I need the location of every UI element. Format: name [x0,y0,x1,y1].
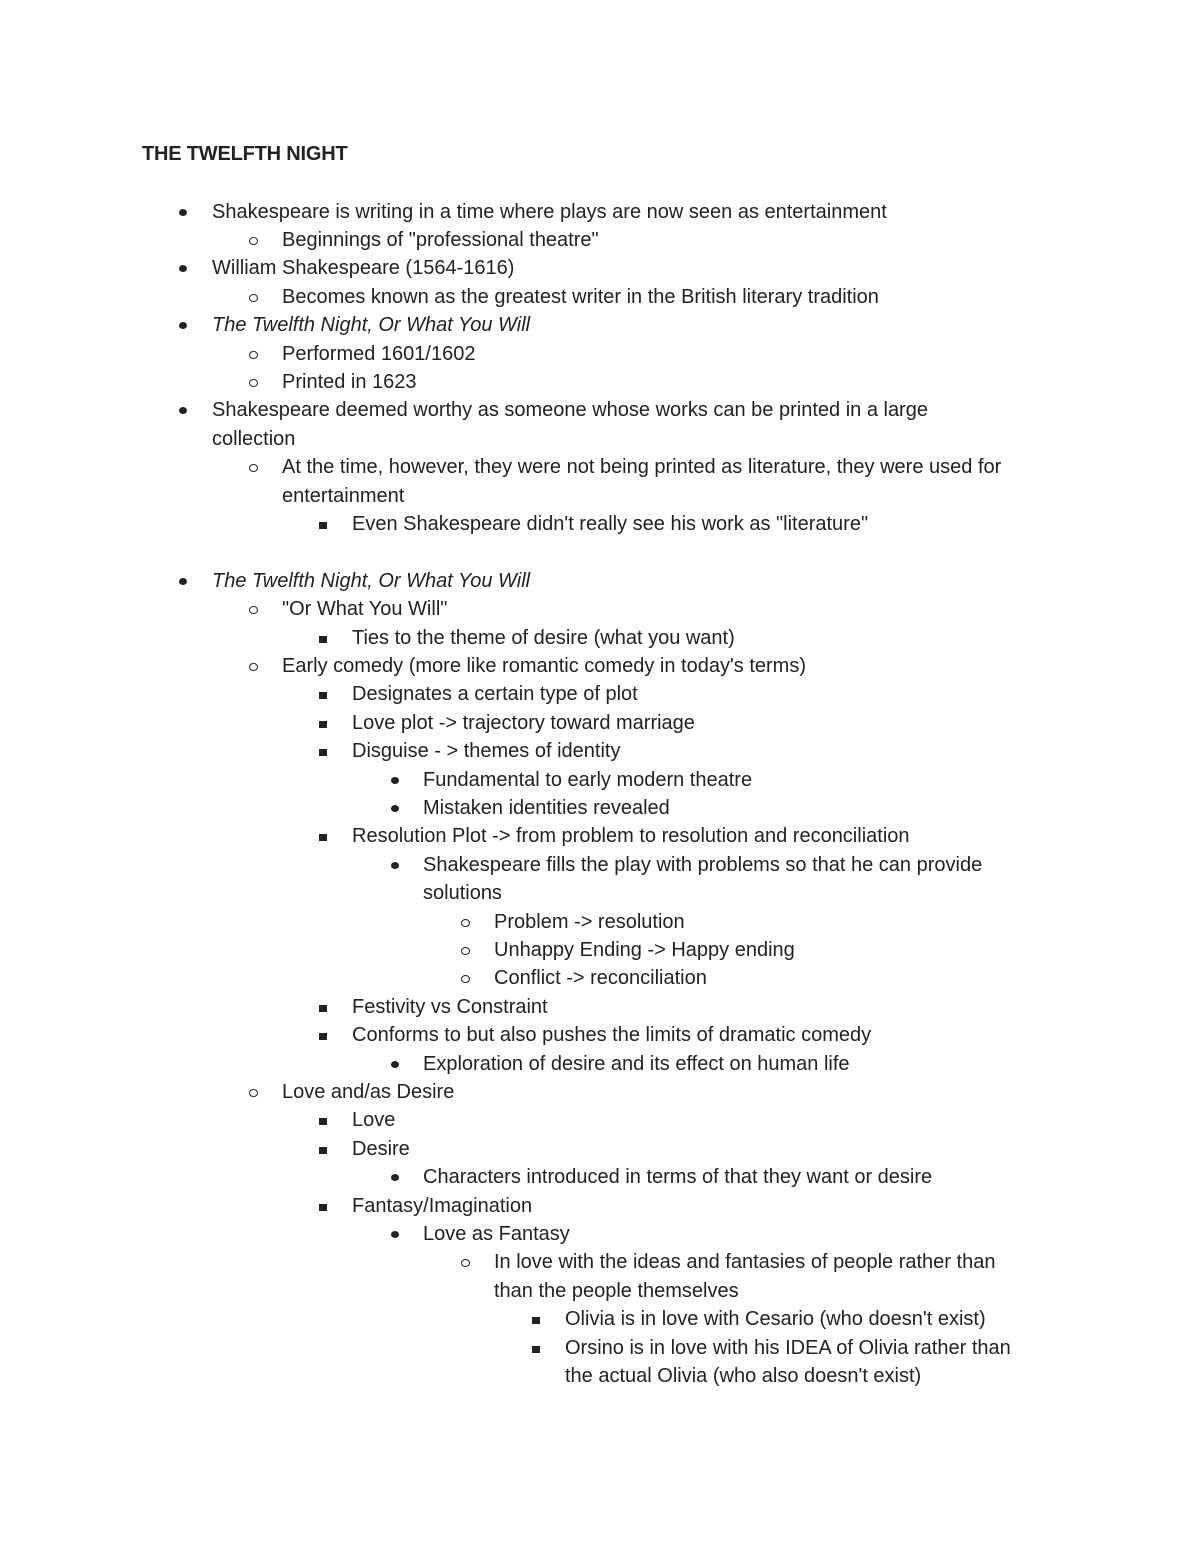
outline-item [0,340,1200,368]
square-bullet-icon [315,737,335,765]
outline-item [0,964,1200,992]
outline-item-text: Love plot -> trajectory toward marriage [352,711,695,734]
square-bullet-icon [315,1192,335,1220]
circle-bullet-icon [245,652,265,680]
outline-item [0,254,1200,282]
outline-item-text: Fantasy/Imagination [352,1194,533,1217]
square-bullet-icon [315,1021,335,1049]
outline-item [0,567,1200,595]
outline-item [0,1192,1200,1220]
circle-bullet-icon [457,908,477,936]
outline-item-text: Problem -> resolution [494,910,685,933]
outline-item-text: Orsino is in love with his IDEA of Olivia rather than [565,1336,1011,1359]
outline-item [0,680,1200,708]
outline-item [0,794,1200,822]
outline-item-text: Desire [352,1137,410,1160]
circle-bullet-icon [245,226,265,254]
outline-item-text: Shakespeare fills the play with problems so that he can provide [423,853,983,876]
outline-item [0,1078,1200,1106]
outline-item [0,822,1200,850]
document-title: THE TWELFTH NIGHT [142,143,348,165]
outline-item-text: Printed in 1623 [282,370,417,393]
outline-item-text: The Twelfth Night, Or What You Will [212,314,531,337]
outline-item-text: Performed 1601/1602 [282,342,476,365]
outline-item-text: Ties to the theme of desire (what you want) [352,626,735,649]
circle-bullet-icon [245,340,265,368]
outline-item [0,652,1200,680]
square-bullet-icon [315,993,335,1021]
outline-item [0,1248,1200,1276]
outline-item-text: Love as Fantasy [423,1222,570,1245]
outline-item-text: Shakespeare deemed worthy as someone whose works can be printed in a large [212,399,928,422]
outline-item [0,1163,1200,1191]
outline-item-text: entertainment [282,484,405,507]
circle-bullet-icon [245,1078,265,1106]
square-bullet-icon [315,1135,335,1163]
circle-bullet-icon [457,964,477,992]
outline-item [0,453,1200,481]
outline-item [0,311,1200,339]
outline-item-text: William Shakespeare (1564-1616) [212,257,515,280]
outline-item [0,283,1200,311]
disc-bullet-icon [386,1163,406,1191]
outline-item-text: Becomes known as the greatest writer in the British literary tradition [282,285,879,308]
outline-item-text: Characters introduced in terms of that they want or desire [423,1166,933,1189]
outline-item-text: collection [212,427,296,450]
outline-item-text: The Twelfth Night, Or What You Will [212,569,531,592]
outline-item-text: the actual Olivia (who also doesn't exist) [565,1364,922,1387]
outline-item-text: Beginnings of "professional theatre" [282,228,599,251]
outline-item-text: Festivity vs Constraint [352,995,548,1018]
outline-item-text: Love and/as Desire [282,1080,455,1103]
outline-item-text: Shakespeare is writing in a time where plays are now seen as entertainment [212,200,887,223]
disc-bullet-icon [386,794,406,822]
outline-item-text: than the people themselves [494,1279,739,1302]
outline-item [0,1362,1200,1390]
outline-item [0,1106,1200,1134]
square-bullet-icon [528,1334,548,1362]
square-bullet-icon [315,709,335,737]
outline-item-text: solutions [423,882,502,905]
square-bullet-icon [315,510,335,538]
disc-bullet-icon [386,1050,406,1078]
outline-item [0,198,1200,226]
outline-item-text: Unhappy Ending -> Happy ending [494,938,795,961]
outline-item-text: Love [352,1109,396,1132]
disc-bullet-icon [174,198,194,226]
outline-item [0,1135,1200,1163]
outline-item [0,482,1200,510]
square-bullet-icon [315,822,335,850]
outline-item-text: Early comedy (more like romantic comedy in today's terms) [282,654,806,677]
outline-item [0,595,1200,623]
outline-item [0,510,1200,538]
outline-item-text: Disguise - > themes of identity [352,740,621,763]
outline-item [0,737,1200,765]
disc-bullet-icon [174,254,194,282]
circle-bullet-icon [245,453,265,481]
disc-bullet-icon [174,567,194,595]
outline-item [0,368,1200,396]
outline-item-text: Exploration of desire and its effect on human life [423,1052,850,1075]
outline-item [0,851,1200,879]
disc-bullet-icon [174,396,194,424]
outline-item [0,936,1200,964]
outline-item [0,396,1200,424]
outline-item-text: Fundamental to early modern theatre [423,768,753,791]
outline-item [0,226,1200,254]
circle-bullet-icon [245,283,265,311]
outline-item-text: Designates a certain type of plot [352,683,638,706]
outline-item [0,709,1200,737]
outline-item [0,1021,1200,1049]
square-bullet-icon [315,1106,335,1134]
circle-bullet-icon [245,595,265,623]
circle-bullet-icon [457,936,477,964]
outline-item-text: Conflict -> reconciliation [494,967,707,990]
outline-item [0,879,1200,907]
outline-item-text: "Or What You Will" [282,598,448,621]
outline-item [0,1220,1200,1248]
outline-item [0,425,1200,453]
outline-item [0,624,1200,652]
circle-bullet-icon [245,368,265,396]
square-bullet-icon [528,1305,548,1333]
outline-item-text: Resolution Plot -> from problem to resolution and reconciliation [352,825,910,848]
outline-item [0,766,1200,794]
outline-item [0,1305,1200,1333]
disc-bullet-icon [174,311,194,339]
outline-item-text: In love with the ideas and fantasies of people rather than [494,1251,996,1274]
outline-item-text: Even Shakespeare didn't really see his work as "literature" [352,512,869,535]
disc-bullet-icon [386,1220,406,1248]
square-bullet-icon [315,680,335,708]
disc-bullet-icon [386,766,406,794]
outline-item-text: Mistaken identities revealed [423,796,670,819]
outline-item-text: At the time, however, they were not being printed as literature, they were used for [282,456,1002,479]
outline-item [0,908,1200,936]
outline-item-text: Conforms to but also pushes the limits of dramatic comedy [352,1024,872,1047]
outline-item [0,1050,1200,1078]
outline-item-text: Olivia is in love with Cesario (who doesn't exist) [565,1308,986,1331]
disc-bullet-icon [386,851,406,879]
outline-item [0,993,1200,1021]
outline-item [0,1277,1200,1305]
square-bullet-icon [315,624,335,652]
outline-item [0,1334,1200,1362]
circle-bullet-icon [457,1248,477,1276]
